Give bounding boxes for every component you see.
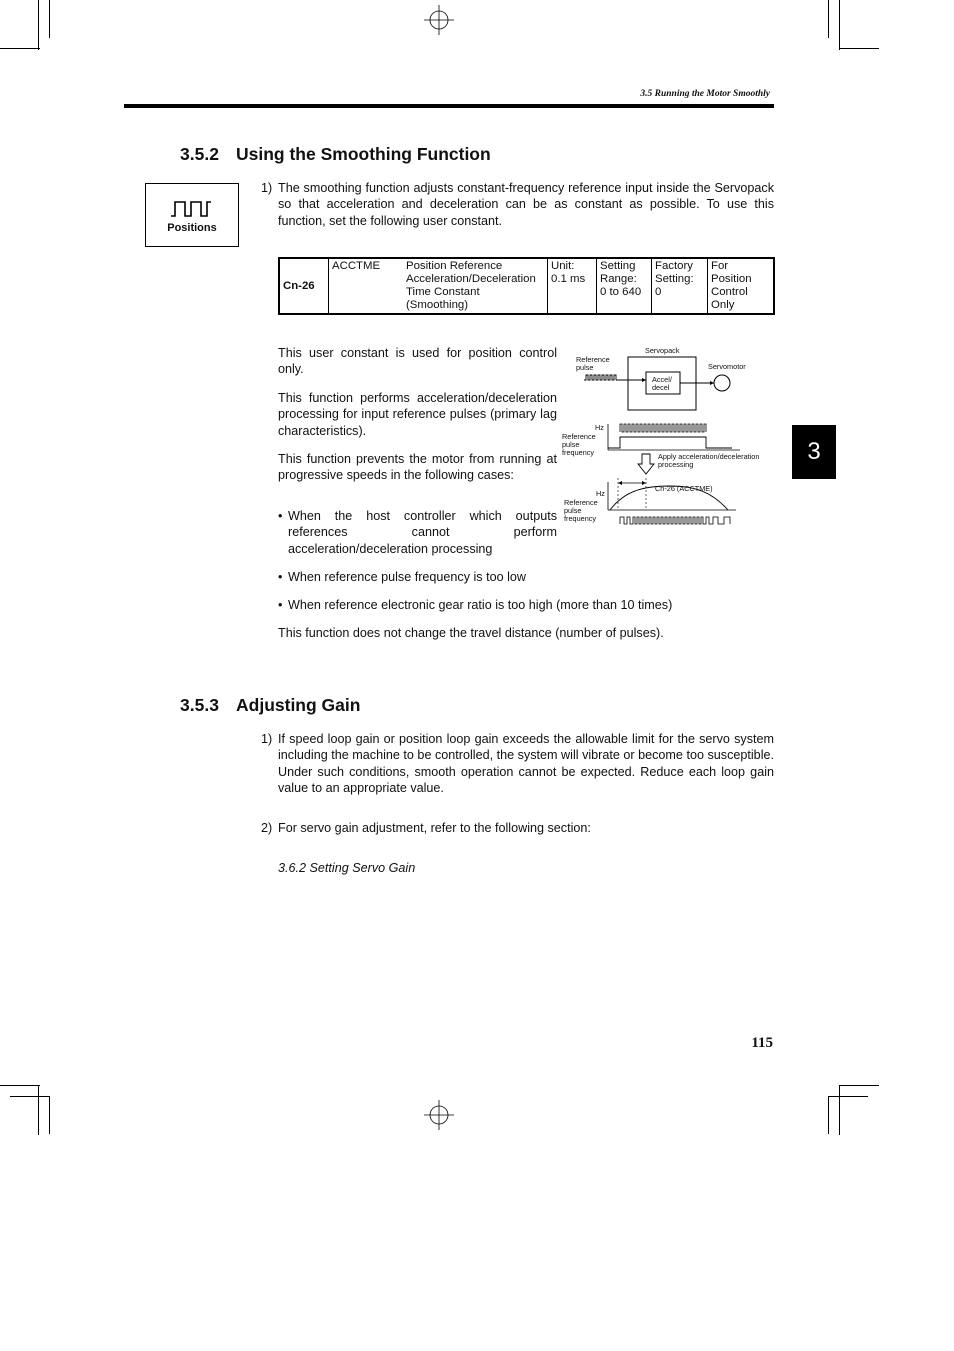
range-line: 0 to 640: [600, 286, 642, 298]
page-number: 115: [751, 1035, 773, 1051]
section-title: Using the Smoothing Function: [236, 144, 491, 164]
name-line: Position Reference: [406, 260, 503, 272]
cross-reference-link[interactable]: 3.6.2 Setting Servo Gain: [278, 861, 416, 875]
name-line: (Smoothing): [406, 299, 469, 311]
section-heading-3-5-3: [180, 695, 360, 716]
factory-line: Setting:: [655, 273, 694, 285]
accel-decel-label: [652, 376, 672, 392]
ref-pulse-frequency-label: [562, 433, 596, 458]
item-text: If speed loop gain or position loop gain exceeds the allowable limit for the servo system including the machine to be controlled, the system will vibrate or become too susceptible. Under such conditions, smooth operation cannot be expected. Reduce each loop gain value to an appropriate value.: [278, 732, 774, 795]
label-line: Apply acceleration/deceleration: [658, 452, 760, 461]
section-number: 3.5.3: [180, 695, 219, 715]
label-line: pulse: [576, 363, 594, 373]
label-line: Accel/: [652, 375, 672, 384]
label-line: Reference: [576, 355, 610, 364]
hz-label: Hz: [595, 423, 604, 432]
servopack-label: Servopack: [645, 346, 680, 355]
positions-label: Positions: [167, 222, 217, 234]
paragraph-processing: This function performs acceleration/deceleration processing for input reference pulses (primary lag characteristics).: [278, 391, 557, 438]
pulse-icon: [171, 200, 213, 218]
bullet-text: When reference pulse frequency is too low: [288, 570, 527, 584]
range-line: Range:: [600, 273, 637, 285]
bullet-dot: •: [278, 598, 283, 612]
header-rule: [124, 104, 774, 108]
bullet-text: When reference electronic gear ratio is too high (more than 10 times): [288, 598, 673, 612]
label-line: frequency: [564, 514, 597, 524]
reference-pulse-label: [576, 356, 610, 372]
section-number: 3.5.2: [180, 144, 219, 164]
item-number: 1): [261, 181, 273, 195]
constant-for: [708, 258, 775, 314]
factory-line: 0: [655, 286, 662, 298]
item-number: 1): [261, 732, 273, 746]
bullet-dot: •: [278, 509, 283, 523]
constant-code: Cn-26: [279, 258, 329, 314]
section-title: Adjusting Gain: [236, 695, 361, 715]
constant-symbol: ACCTME: [332, 260, 381, 272]
name-line: Acceleration/Deceleration: [406, 273, 536, 285]
unit-line: Unit:: [551, 260, 575, 272]
constant-factory: [652, 258, 708, 314]
for-line: For: [711, 260, 729, 272]
section-heading-3-5-2: [180, 144, 491, 165]
item-number: 2): [261, 821, 273, 835]
chapter-tab: 3: [792, 425, 836, 479]
servomotor-icon: [714, 375, 730, 391]
positions-box: [145, 183, 239, 247]
smoothing-diagram: [560, 342, 775, 532]
range-line: Setting: [600, 260, 636, 272]
for-line: Control: [711, 286, 748, 298]
constant-frequency-line: [608, 437, 732, 448]
bullet-item: [278, 569, 768, 585]
paragraph-travel-distance: This function does not change the travel distance (number of pulses).: [278, 626, 664, 640]
label-line: Reference: [564, 498, 598, 507]
bullet-text: When the host controller which outputs references cannot perform acceleration/deceleration processing: [288, 509, 557, 556]
label-line: Reference: [562, 432, 596, 441]
bullet-dot: •: [278, 570, 283, 584]
item-text: For servo gain adjustment, refer to the following section:: [278, 821, 591, 835]
registration-mark-top: [424, 5, 454, 35]
label-line: decel: [652, 383, 670, 393]
apply-processing-label: [658, 453, 759, 469]
unit-line: 0.1 ms: [551, 273, 586, 285]
item-1-paragraph: [261, 180, 774, 229]
bullet-item: [278, 597, 768, 613]
item-text: The smoothing function adjusts constant-frequency reference input inside the Servopack so that acceleration and deceleration can be as constant as possible. To use this function, set the following user constant.: [278, 181, 774, 228]
label-line: pulse: [564, 506, 582, 516]
user-constant-table: [278, 257, 775, 315]
registration-mark-bottom: [424, 1100, 454, 1130]
constant-unit: [548, 258, 597, 314]
ref-pulse-frequency-label: [564, 499, 598, 524]
label-line: processing: [658, 460, 694, 470]
hz-label: Hz: [596, 489, 605, 498]
bullet-item: [278, 508, 557, 557]
smoothed-pulse-train: [620, 517, 730, 524]
reference-pulse-burst: [620, 424, 706, 432]
paragraph-prevents: This function prevents the motor from running at progressive speeds in the following cases:: [278, 452, 557, 483]
name-line: Time Constant: [406, 286, 480, 298]
servomotor-label: Servomotor: [708, 362, 746, 371]
paragraph-usage: This user constant is used for position control only.: [278, 346, 557, 377]
constant-range: [597, 258, 652, 314]
cn26-label: Cn-26 (ACCTME): [655, 484, 713, 493]
factory-line: Factory: [655, 260, 693, 272]
constant-name: [403, 258, 548, 314]
for-line: Only: [711, 299, 735, 311]
down-arrow: [638, 454, 654, 474]
input-pulse-train: [584, 375, 616, 380]
for-line: Position: [711, 273, 752, 285]
label-line: frequency: [562, 448, 595, 458]
running-head: 3.5 Running the Motor Smoothly: [640, 89, 770, 99]
gain-item-1: [261, 731, 774, 796]
gain-item-2: [261, 820, 774, 836]
label-line: pulse: [562, 440, 580, 450]
